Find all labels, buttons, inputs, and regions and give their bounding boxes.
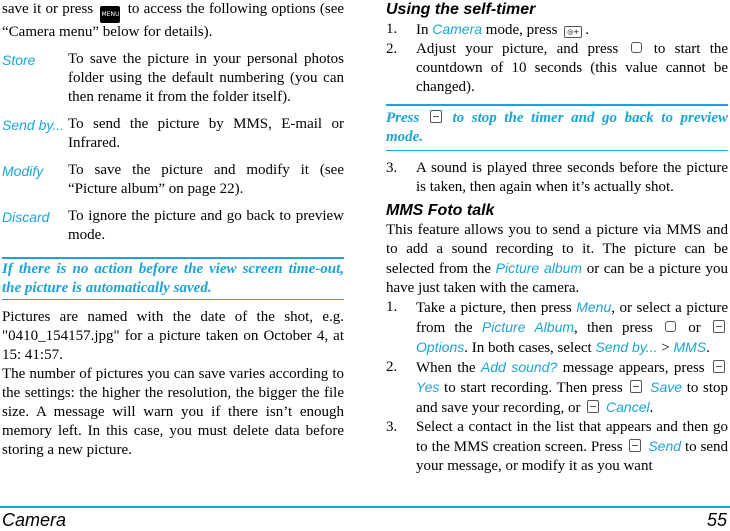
list-item [386,159,728,197]
text: When the [416,360,476,376]
intro-paragraph [2,0,344,42]
step-text: A sound is played three seconds before the picture is taken, then again when it’s actually shot. [416,160,728,195]
heading-self-timer: Using the self-timer [386,1,536,18]
definition-text: To send the picture by MMS, E-mail or Infrared. [68,116,344,151]
ui-term: Send by... [595,339,658,355]
ok-key-icon [631,42,642,53]
storage-paragraph: The number of pictures you can save varies according to the settings: the higher the resolution, the bigger the file size. A message will warn you if there isn’t enough memory left. In this case, you must delete data before storing a new picture. [2,366,344,458]
text: In [416,22,429,38]
term-discard: Discard [2,209,50,225]
softkey-icon [713,320,725,333]
text: to start recording. Then press [444,380,623,396]
term-store: Store [2,52,36,68]
text: . [649,400,654,416]
intro-text-b: to access the following options (see “Camera menu” below for details). [2,1,345,40]
footer-chapter-title: Camera [2,510,67,530]
text: mode, press [485,22,558,38]
step-number: 1. [386,299,398,315]
text: to start the countdown of 10 seconds (this value cannot be changed). [416,41,729,95]
step-text [416,298,728,358]
softkey-icon [630,380,642,393]
softkey-icon [430,110,442,123]
autosave-note: If there is no action before the view screen time-out, the picture is automatically saved. [2,257,344,300]
mms-steps [386,298,728,476]
timer-note [386,104,728,151]
ok-key-icon [665,321,676,332]
term-modify: Modify [2,163,44,179]
ui-term: MMS [673,339,707,355]
list-item [386,40,728,97]
list-item [386,358,728,418]
ui-term: Add sound? [480,359,558,375]
text: . [585,22,589,38]
text: to stop the timer and go back to preview mode. [386,110,729,145]
text: Take a picture, then press [416,300,572,316]
text: , or select a picture from the [416,300,728,336]
list-item [386,298,728,358]
step-text [416,418,728,476]
definition-send-by [2,115,344,153]
step-text [416,20,728,40]
ui-term: Options [416,339,465,355]
text: or can be a picture you have just taken with the camera. [386,261,728,296]
text: Press [386,110,420,126]
left-column [2,0,344,460]
definition-modify [2,161,344,199]
text: . In both cases, select [464,340,592,356]
ui-term: Cancel [606,399,650,415]
definition-text: To ignore the picture and go back to preview mode. [68,208,344,243]
text: > [661,340,670,356]
text: This feature allows you to send a picture via MMS and to add a sound recording to it. The picture can be selected from the [386,222,728,277]
step-number: 3. [386,419,398,435]
definition-discard [2,207,344,245]
self-timer-steps [386,20,728,97]
step-number: 2. [386,41,398,57]
ui-term: Send [648,438,682,454]
softkey-icon [713,360,725,373]
step-number: 2. [386,359,398,375]
ui-term: Picture Album [481,319,575,335]
text: Adjust your picture, and press [416,41,619,57]
softkey-icon [587,400,599,413]
ui-term: Menu [576,299,612,315]
text: to send your message, or modify it as you want [416,439,729,474]
text: , then press [574,320,653,336]
menu-key-icon: MENU [100,6,120,23]
ui-term: Save [650,379,683,395]
text: message appears, press [562,360,705,376]
page-footer [0,506,730,531]
step-number: 3. [386,160,398,176]
text: Select a contact in the list that appears and then go to the MMS creation screen. Press [416,419,728,455]
self-timer-steps-cont [386,159,728,197]
step-text [416,358,728,418]
definition-store [2,50,344,107]
term-send-by: Send by... [2,117,65,133]
right-column [386,0,728,476]
list-item [386,20,728,40]
step-number: 1. [386,21,398,37]
intro-text-a: save it or press [2,1,94,17]
list-item [386,418,728,476]
definition-text: To save the picture and modify it (see “Picture album” on page 22). [68,162,344,197]
ui-term: Picture album [495,260,583,276]
heading-mms-foto-talk: MMS Foto talk [386,202,495,219]
ui-term: Camera [432,21,483,37]
naming-paragraph: Pictures are named with the date of the shot, e.g. "0410_154157.jpg" for a picture taken on October 4, at 15: 41:57. [2,309,344,363]
text: to stop and save your recording, or [416,380,729,416]
text: or [688,320,701,336]
definition-text: To save the picture in your personal photos folder using the default numbering (you can then rename it from the folder itself). [68,51,344,105]
text: . [706,340,710,356]
mms-intro [386,221,728,298]
ui-term: Yes [416,379,440,395]
camera-key-icon: ◎+ [564,26,582,38]
softkey-icon [629,439,641,452]
step-text [416,40,728,97]
page-number: 55 [706,510,727,530]
